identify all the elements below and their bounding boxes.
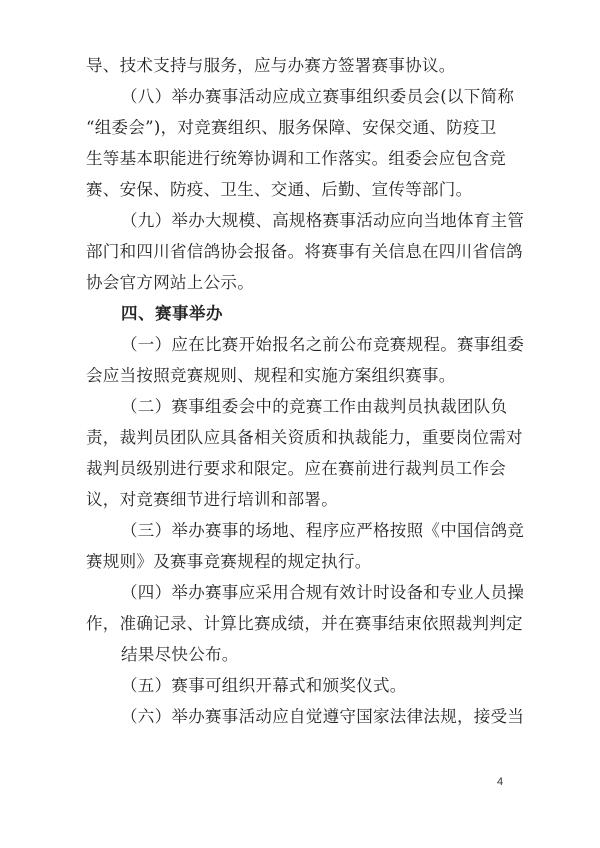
paragraph-line: （二）赛事组委会中的竞赛工作由裁判员执裁团队负 (121, 397, 508, 416)
paragraph-line: 裁判员级别进行要求和限定。应在赛前进行裁判员工作会 (86, 459, 506, 478)
section-heading: 四、赛事举办 (121, 304, 223, 323)
paragraph-line: （五）赛事可组织开幕式和颁奖仪式。 (121, 676, 407, 695)
paragraph-line: （三）举办赛事的场地、程序应严格按照《中国信鸽竞 (121, 521, 525, 540)
paragraph-line: 议，对竞赛细节进行培训和部署。 (86, 490, 338, 509)
paragraph-line: （四）举办赛事应采用合规有效计时设备和专业人员操 (121, 583, 525, 602)
paragraph-line: 生等基本职能进行统筹协调和工作落实。组委会应包含竞 (86, 149, 506, 168)
paragraph-line: 作，准确记录、计算比赛成绩，并在赛事结束依照裁判判定 (86, 614, 523, 633)
paragraph-line: 部门和四川省信鸽协会报备。将赛事有关信息在四川省信鸽 (86, 242, 523, 261)
paragraph-line: 结果尽快公布。 (121, 645, 239, 664)
paragraph-line: （八）举办赛事活动应成立赛事组织委员会(以下简称 (121, 87, 515, 106)
paragraph-line: （一）应在比赛开始报名之前公布竞赛规程。赛事组委 (121, 335, 525, 354)
paragraph-line: （六）举办赛事活动应自觉遵守国家法律法规，接受当 (121, 707, 525, 726)
page-number: 4 (497, 776, 504, 788)
paragraph-line: 导、技术支持与服务，应与办赛方签署赛事协议。 (86, 56, 456, 75)
paragraph-line: （九）举办大规模、高规格赛事活动应向当地体育主管 (121, 211, 525, 230)
paragraph-line: 赛规则》及赛事竞赛规程的规定执行。 (86, 552, 372, 571)
paragraph-line: 责，裁判员团队应具备相关资质和执裁能力，重要岗位需对 (86, 428, 523, 447)
paragraph-line: 协会官方网站上公示。 (86, 273, 254, 292)
paragraph-line: 赛、安保、防疫、卫生、交通、后勤、宣传等部门。 (86, 180, 473, 199)
paragraph-line: “组委会”)，对竞赛组织、服务保障、安保交通、防疫卫 (86, 118, 497, 137)
paragraph-line: 会应当按照竞赛规则、规程和实施方案组织赛事。 (86, 366, 456, 385)
